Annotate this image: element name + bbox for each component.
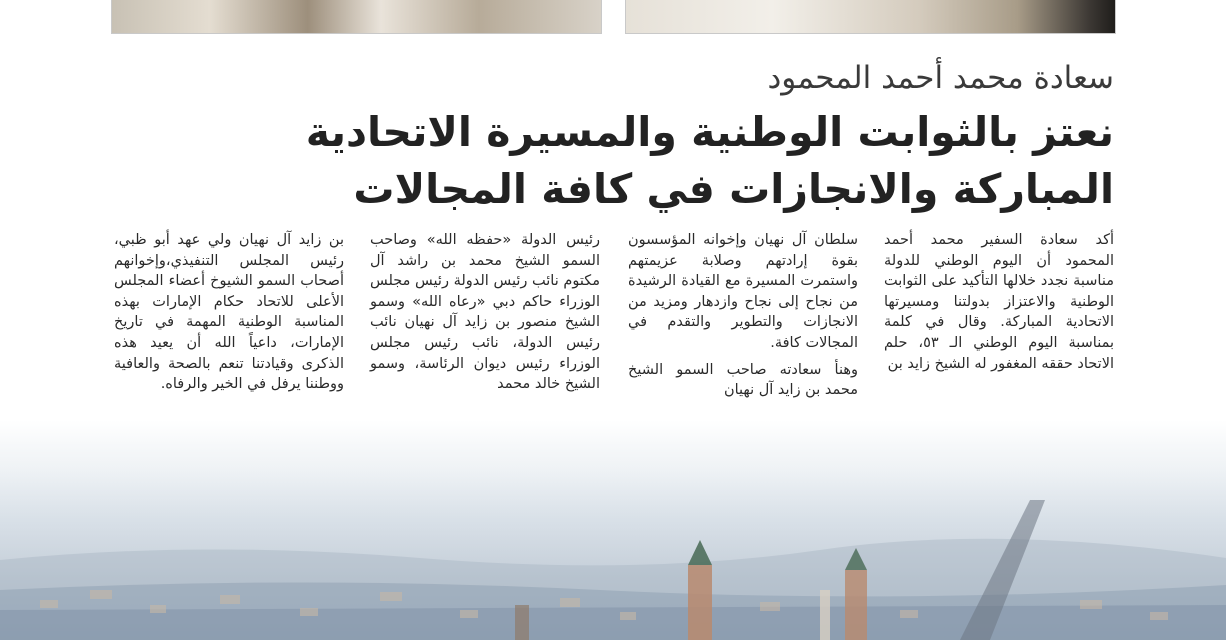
column-3-paragraph-1: رئيس الدولة «حفظه الله» وصاحب السمو الشيخ محمد بن راشد آل مكتوم نائب رئيس الدولة رئيس مجلس الوزراء حاكم دبي «رعاه الله» وسمو الشيخ منصور بن زايد آل نهيان نائب رئيس الدولة، نائب رئيس مجلس الوزراء رئيس ديوان الرئاسة، وسمو الشيخ خالد محمد <box>370 232 600 393</box>
article-column-4 <box>114 230 344 395</box>
article-column-2 <box>628 230 858 401</box>
column-1-paragraph-1: أكد سعادة السفير محمد أحمد المحمود أن اليوم الوطني للدولة مناسبة نجدد خلالها التأكيد على الثوابت الوطنية والاعتزاز بدولتنا ومسيرتها الاتحادية المباركة. وقال في كلمة بمناسبة اليوم الوطني الـ ٥٣، حلم الاتحاد حققه المغفور له الشيخ زايد بن <box>884 232 1115 372</box>
top-photo-right <box>625 0 1116 34</box>
city-skyline-backdrop <box>0 440 1226 640</box>
column-4-paragraph-1: بن زايد آل نهيان ولي عهد أبو ظبي، رئيس المجلس التنفيذي،وإخوانهم أصحاب السمو الشيوخ أعضاء المجلس الأعلى للاتحاد حكام الإمارات بهذه المناسبة الوطنية المهمة في تاريخ الإمارات، داعياً الله أن يعيد هذه الذكرى وقيادتنا تنعم بالصحة والعافية ووطننا يرفل في الخير والرفاه. <box>114 232 344 393</box>
top-photo-left <box>111 0 602 34</box>
article-column-3 <box>370 230 600 395</box>
column-2-paragraph-1: سلطان آل نهيان وإخوانه المؤسسون بقوة إرادتهم وصلابة عزيمتهم واستمرت المسيرة مع القيادة الرشيدة من نجاح إلى نجاح وازدهار ومزيد من الانجازات والتطوير والتقدم في المجالات كافة. <box>628 232 858 351</box>
article-headline-line-1: نعتز بالثوابت الوطنية والمسيرة الاتحادية <box>305 108 1114 156</box>
article-column-1 <box>884 230 1114 374</box>
column-2-paragraph-2: وهنأ سعادته صاحب السمو الشيخ محمد بن زايد آل نهيان <box>628 361 858 399</box>
article-subtitle: سعادة محمد أحمد المحمود <box>767 60 1114 96</box>
article-headline-line-2: المباركة والانجازات في كافة المجالات <box>353 165 1114 213</box>
